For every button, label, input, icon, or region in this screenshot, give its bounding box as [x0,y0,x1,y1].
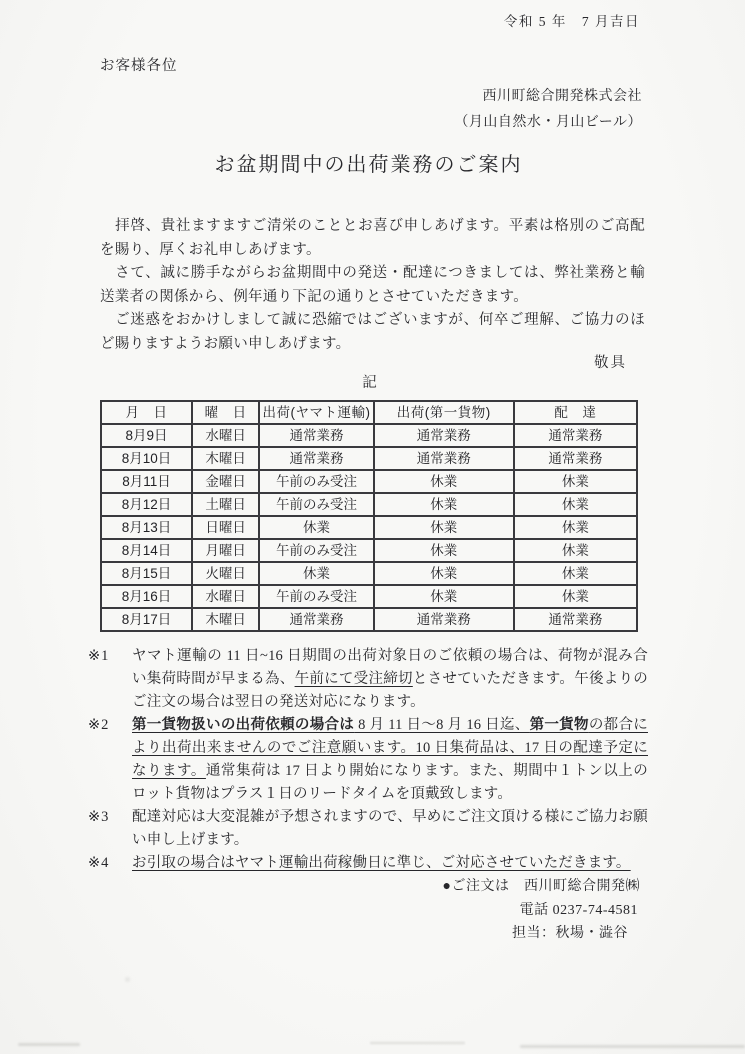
announcement-paragraph: さて、誠に勝手ながらお盆期間中の発送・配達につきましては、弊社業務と輸送業者の関係から、例年通り下記の通りとさせていただきます。 [100,265,645,305]
note-segment: とさせていただきます。午後よりのご注文の場合は翌日の発送対応になります。 [132,671,649,710]
shipping-schedule-table [100,400,638,632]
table-cell: 休業 [259,516,374,539]
note-segment: 第一貨物扱いの出荷依頼の場合は [132,717,355,733]
table-cell: 8月17日 [101,608,192,631]
closing-word: 敬具 [594,355,627,371]
scan-noise-artifact [520,1045,745,1048]
table-cell: 8月12日 [101,493,192,516]
note-text [132,714,648,806]
table-cell: 午前のみ受注 [259,493,374,516]
table-cell: 休業 [514,562,637,585]
table-header-cell: 配 達 [514,401,637,424]
note-text [132,645,648,714]
table-cell: 通常業務 [374,608,514,631]
table-cell: 休業 [514,470,637,493]
note-marker: ※2 [88,717,110,733]
table-cell: 通常業務 [259,608,374,631]
notes-list [88,645,648,875]
table-cell: 休業 [374,516,514,539]
table-cell: 8月16日 [101,585,192,608]
note-item [88,852,648,875]
table-row [101,562,637,585]
note-segment: 8 月 11 日～8 月 16 日迄、 [354,717,530,733]
apology-paragraph: ご迷惑をおかけしまして誠に恐縮ではございますが、何卒ご理解、ご協力のほど賜りますようお願い申しあげます。 [100,312,645,352]
table-cell: 8月9日 [101,424,192,447]
table-cell: 休業 [514,516,637,539]
note-marker: ※1 [88,648,110,664]
note-item [88,645,648,714]
table-cell: 休業 [514,539,637,562]
order-contact-phone: 電話 0237-74-4581 [519,902,638,918]
greeting-paragraph: 拝啓、貴社ますますご清栄のこととお喜び申しあげます。平素は格別のご高配を賜り、厚くお礼申しあげます。 [100,218,645,258]
table-cell: 通常業務 [514,447,637,470]
table-cell: 通常業務 [259,424,374,447]
document-title: お盆期間中の出荷業務のご案内 [214,154,523,176]
note-segment: 通常集荷は 17 日より開始になります。また、期間中１トン以上のロット貨物はプラス１日のリードタイムを頂戴致します。 [132,763,648,802]
table-cell: 通常業務 [374,424,514,447]
table-cell: 通常業務 [374,447,514,470]
table-cell: 土曜日 [192,493,259,516]
table-header-cell: 曜 日 [192,401,259,424]
table-cell: 休業 [514,585,637,608]
table-row [101,493,637,516]
table-cell: 8月10日 [101,447,192,470]
scan-noise-artifact [18,1043,80,1046]
table-row [101,470,637,493]
table-cell: 日曜日 [192,516,259,539]
sender-company-name: 西川町総合開発株式会社 [482,89,642,104]
note-segment: ヤマト運輸の 11 日~16 日期間の出荷対象日のご依頼の場合は、荷物が混み合い集荷時間が早まる為、 [132,648,648,687]
table-cell: 午前のみ受注 [259,539,374,562]
note-segment: 配達対応は大変混雑が予想されますので、早めにご注文頂ける様にご協力お願い申し上げます。 [132,809,648,848]
table-cell: 午前のみ受注 [259,585,374,608]
table-row [101,447,637,470]
table-cell: 休業 [514,493,637,516]
order-contact-person: 担当：秋場・澁谷 [512,926,628,941]
table-header-cell: 出荷(第一貨物) [374,401,514,424]
table-row [101,424,637,447]
table-cell: 休業 [374,585,514,608]
table-cell: 通常業務 [514,608,637,631]
recipient-line: お客様各位 [100,58,178,74]
note-segment: の都合により出荷出来ませんのでご注意願います。10 日集荷品は、17 日の配達予定になります。 [132,717,648,779]
table-cell: 木曜日 [192,608,259,631]
table-cell: 木曜日 [192,447,259,470]
table-cell: 休業 [374,493,514,516]
table-cell: 通常業務 [514,424,637,447]
table-cell: 金曜日 [192,470,259,493]
note-segment: お引取の場合はヤマト運輸出荷稼働日に準じ、ご対応させていただきます。 [132,855,631,871]
table-cell: 水曜日 [192,585,259,608]
table-cell: 8月13日 [101,516,192,539]
table-cell: 8月14日 [101,539,192,562]
table-cell: 休業 [374,562,514,585]
table-cell: 水曜日 [192,424,259,447]
table-cell: 月曜日 [192,539,259,562]
note-marker: ※3 [88,809,110,825]
schedule-table-body [101,424,637,631]
scan-noise-artifact [125,977,130,982]
order-contact-block [0,875,745,946]
table-header-cell: 月 日 [101,401,192,424]
table-cell: 8月11日 [101,470,192,493]
table-cell: 通常業務 [259,447,374,470]
table-header-cell: 出荷(ヤマト運輸) [259,401,374,424]
note-item [88,806,648,852]
sender-block [0,84,745,136]
note-segment: 午前にて受注締切 [294,671,413,687]
letter-body [100,215,645,356]
table-cell: 休業 [374,470,514,493]
table-row [101,539,637,562]
note-segment: 第一貨物 [529,717,589,733]
scan-noise-artifact [370,1042,465,1044]
note-text [132,852,648,875]
table-header-row [101,401,637,424]
table-row [101,608,637,631]
note-marker: ※4 [88,855,110,871]
table-cell: 8月15日 [101,562,192,585]
record-mark: 記 [362,375,377,391]
table-cell: 午前のみ受注 [259,470,374,493]
table-row [101,516,637,539]
table-row [101,585,637,608]
order-contact-company: ●ご注文は 西川町総合開発㈱ [442,879,640,894]
note-item [88,714,648,806]
document-date: 令和 5 年 7 月吉日 [503,14,640,29]
note-text [132,806,648,852]
table-cell: 火曜日 [192,562,259,585]
sender-company-brands: （月山自然水・月山ビール） [454,115,642,130]
table-cell: 休業 [374,539,514,562]
table-cell: 休業 [259,562,374,585]
